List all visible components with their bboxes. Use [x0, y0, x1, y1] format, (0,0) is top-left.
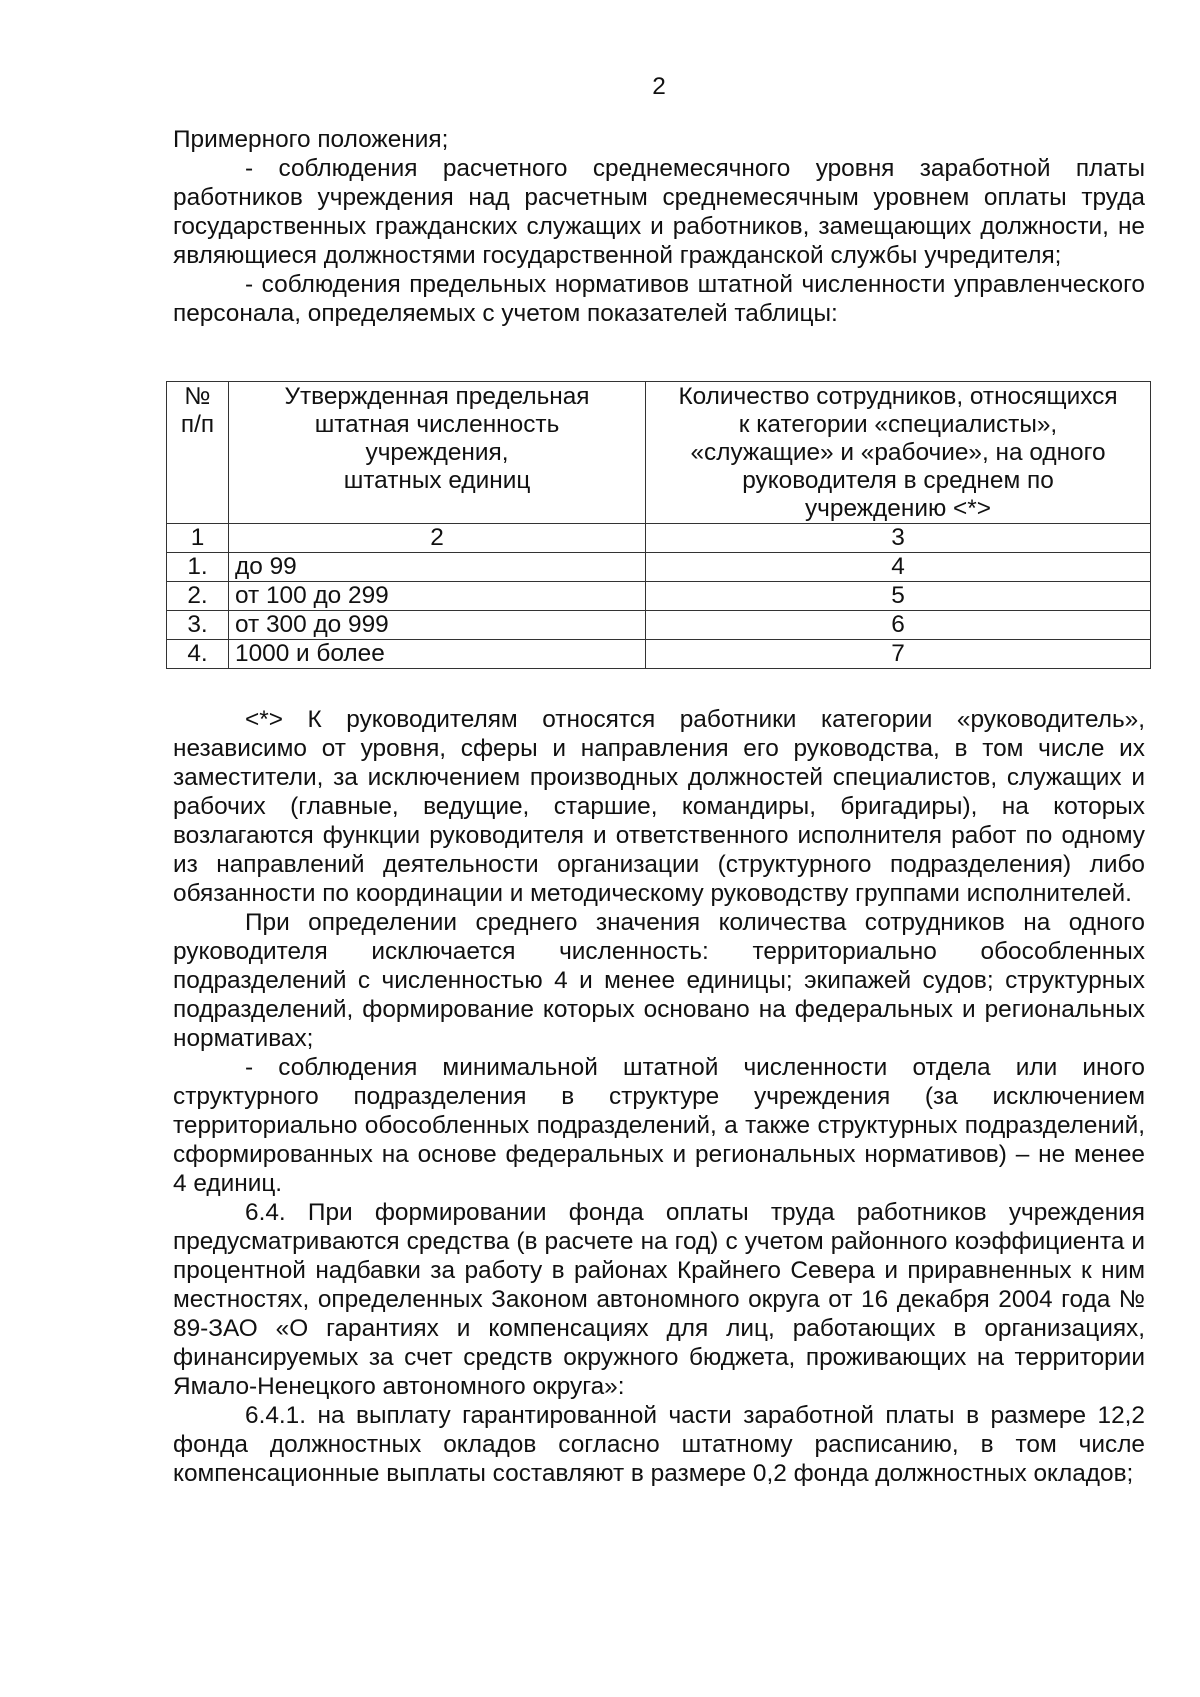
header-line: Утвержденная предельная — [284, 383, 590, 410]
employee-count: 5 — [646, 582, 1151, 611]
row-number: 2. — [167, 582, 229, 611]
table-row — [167, 640, 1151, 669]
header-cell-staff-limit — [229, 382, 646, 524]
header-line: к категории «специалисты», — [738, 411, 1058, 438]
paragraph: При определении среднего значения количества сотрудников на одного руководителя исключается численность: территориально обособленных подразделений с численностью 4 и менее единицы; экипажей судов; структурных подразделений, формирование которых основано на федеральных и региональных нормативах; — [173, 909, 1145, 1052]
paragraph: Примерного положения; — [173, 126, 449, 153]
page-number: 2 — [652, 73, 666, 100]
header-cell-employees-per-manager — [646, 382, 1151, 524]
staff-norms-table — [166, 381, 1151, 669]
table-row — [167, 611, 1151, 640]
paragraph: - соблюдения предельных нормативов штатной численности управленческого персонала, определяемых с учетом показателей таблицы: — [173, 271, 1145, 327]
intro-text — [173, 125, 1145, 328]
paragraph: 6.4. При формировании фонда оплаты труда работников учреждения предусматриваются средства (в расчете на год) с учетом районного коэффициента и процентной надбавки за работу в районах Крайнего Севера и приравненных к ним местностях, определенных Законом автономного округа от 16 декабря 2004 года № 89-ЗАО «О гарантиях и компенсациях для лиц, работающих в организациях, финансируемых за счет средств окружного бюджета, проживающих на территории Ямало-Ненецкого автономного округа»: — [173, 1199, 1145, 1400]
paragraph: - соблюдения расчетного среднемесячного уровня заработной платы работников учреждения над расчетным среднемесячным уровнем оплаты труда государственных гражданских служащих и работников, замещающих должности, не являющиеся должностями государственной гражданской службы учредителя; — [173, 155, 1145, 269]
footnote-paragraph: <*> К руководителям относятся работники категории «руководитель», независимо от уровня, сферы и направления его руководства, в том числе их заместители, за исключением производных должностей специалистов, служащих и рабочих (главные, ведущие, старшие, командиры, бригадиры), на которых возлагаются функции руководителя и ответственного исполнителя работ по одному из направлений деятельности организации (структурного подразделения) либо обязанности по координации и методическому руководству группами исполнителей. — [173, 706, 1145, 907]
staff-range: 1000 и более — [229, 640, 646, 669]
header-cell-number — [167, 382, 229, 524]
staff-range: от 300 до 999 — [229, 611, 646, 640]
column-number: 1 — [167, 524, 229, 553]
column-number: 3 — [646, 524, 1151, 553]
header-line: штатная численность — [314, 411, 560, 438]
header-line: учреждению <*> — [804, 495, 991, 522]
header-line: штатных единиц — [343, 467, 531, 494]
employee-count: 6 — [646, 611, 1151, 640]
table-row — [167, 582, 1151, 611]
row-number: 4. — [167, 640, 229, 669]
row-number: 3. — [167, 611, 229, 640]
body-text — [173, 705, 1145, 1488]
paragraph: 6.4.1. на выплату гарантированной части заработной платы в размере 12,2 фонда должностных окладов согласно штатному расписанию, в том числе компенсационные выплаты составляют в размере 0,2 фонда должностных окладов; — [173, 1402, 1145, 1487]
employee-count: 7 — [646, 640, 1151, 669]
row-number: 1. — [167, 553, 229, 582]
column-number: 2 — [229, 524, 646, 553]
header-line: Количество сотрудников, относящихся — [678, 383, 1118, 410]
header-line: руководителя в среднем по — [742, 467, 1054, 494]
employee-count: 4 — [646, 553, 1151, 582]
table-column-numbers-row — [167, 524, 1151, 553]
paragraph: - соблюдения минимальной штатной численности отдела или иного структурного подразделения в структуре учреждения (за исключением территориально обособленных подразделений, а также структурных подразделений, сформированных на основе федеральных и региональных нормативов) – не менее 4 единиц. — [173, 1054, 1145, 1197]
header-line: учреждения, — [365, 439, 509, 466]
staff-range: до 99 — [229, 553, 646, 582]
header-line: «служащие» и «рабочие», на одного — [690, 439, 1106, 466]
header-line: п/п — [180, 411, 215, 438]
table-row — [167, 553, 1151, 582]
header-line: № — [184, 383, 211, 410]
staff-range: от 100 до 299 — [229, 582, 646, 611]
table-header-row — [167, 382, 1151, 524]
